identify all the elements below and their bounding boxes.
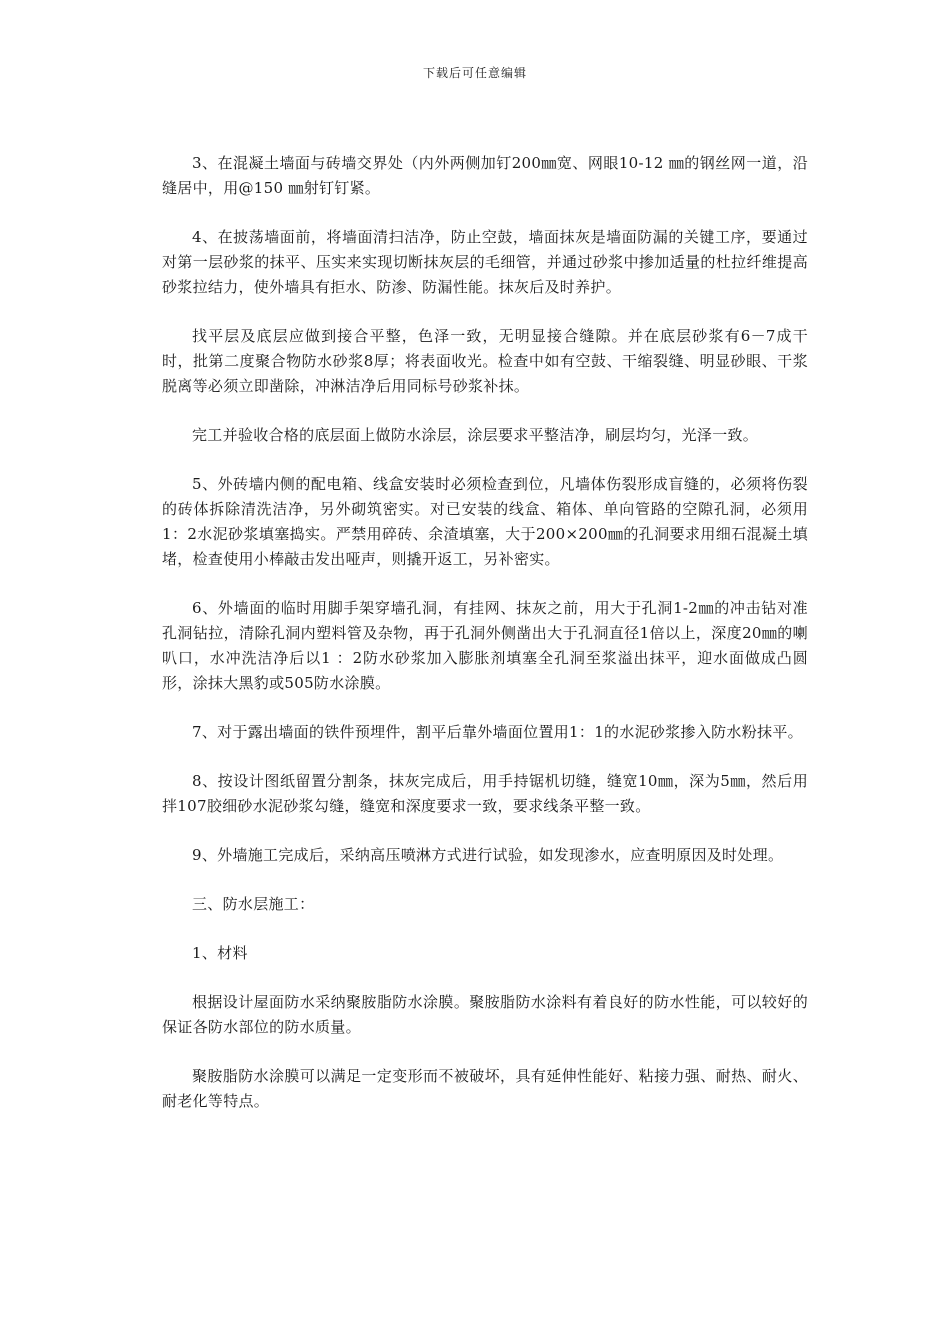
section-heading: 三、防水层施工：	[192, 895, 315, 913]
paragraph-item-7: 7、对于露出墙面的铁件预埋件，割平后靠外墙面位置用1：1的水泥砂浆掺入防水粉抹平。	[192, 723, 803, 741]
page-header: 下载后可任意编辑	[422, 66, 527, 80]
paragraph-item-6: 6、外墙面的临时用脚手架穿墙孔洞，有挂网、抹灰之前，用大于孔洞1-2㎜的冲击钻对准孔洞钻拉，清除孔洞内塑料管及杂物，再于孔洞外侧凿出大于孔洞直径1倍以上，深度20㎜的喇叭口，水冲洗洁净后以1 ：2防水砂浆加入膨胀剂填塞全孔洞至浆溢出抹平，迎水面做成凸圆形，涂抹大黑豹或505防水涂膜。	[162, 599, 808, 692]
subsection-heading: 1、材料	[192, 944, 248, 962]
paragraph-item-3: 3、在混凝土墙面与砖墙交界处（内外两侧加钉200㎜宽、网眼10-12 ㎜的钢丝网一道，沿缝居中，用@150 ㎜射钉钉紧。	[162, 154, 808, 197]
paragraph-material-properties: 聚胺脂防水涂膜可以满足一定变形而不被破坏，具有延伸性能好、粘接力强、耐热、耐火、耐老化等特点。	[162, 1067, 808, 1110]
paragraph-coating-layer: 完工并验收合格的底层面上做防水涂层，涂层要求平整洁净，刷层均匀，光泽一致。	[192, 426, 759, 444]
paragraph-item-8: 8、按设计图纸留置分割条，抹灰完成后，用手持锯机切缝，缝宽10㎜，深为5㎜，然后用拌107胶细砂水泥砂浆勾缝，缝宽和深度要求一致，要求线条平整一致。	[162, 772, 808, 815]
paragraph-item-4: 4、在披荡墙面前，将墙面清扫洁净，防止空鼓，墙面抹灰是墙面防漏的关键工序，要通过对第一层砂浆的抹平、压实来实现切断抹灰层的毛细管，并通过砂浆中掺加适量的杜拉纤维提高砂浆拉结力，使外墙具有拒水、防渗、防漏性能。抹灰后及时养护。	[162, 228, 808, 296]
paragraph-item-9: 9、外墙施工完成后，采纳高压喷淋方式进行试验，如发现渗水，应查明原因及时处理。	[192, 846, 784, 864]
paragraph-item-5: 5、外砖墙内侧的配电箱、线盒安装时必须检查到位，凡墙体伤裂形成盲缝的，必须将伤裂的砖体拆除清洗洁净，另外砌筑密实。对已安装的线盒、箱体、单向管路的空隙孔洞，必须用1：2水泥砂浆填塞捣实。严禁用碎砖、余渣填塞，大于200×200㎜的孔洞要求用细石混凝土填堵，检查使用小棒敲击发出哑声，则撬开返工，另补密实。	[162, 475, 808, 568]
paragraph-material-choice: 根据设计屋面防水采纳聚胺脂防水涂膜。聚胺脂防水涂料有着良好的防水性能，可以较好的保证各防水部位的防水质量。	[162, 993, 808, 1036]
document-body	[162, 151, 808, 1138]
paragraph-leveling-layer: 找平层及底层应做到接合平整，色泽一致，无明显接合缝隙。并在底层砂浆有6－7成干时，批第二度聚合物防水砂浆8厚；将表面收光。检查中如有空鼓、干缩裂缝、明显砂眼、干浆脱离等必须立即凿除，冲淋洁净后用同标号砂浆补抹。	[162, 327, 808, 395]
